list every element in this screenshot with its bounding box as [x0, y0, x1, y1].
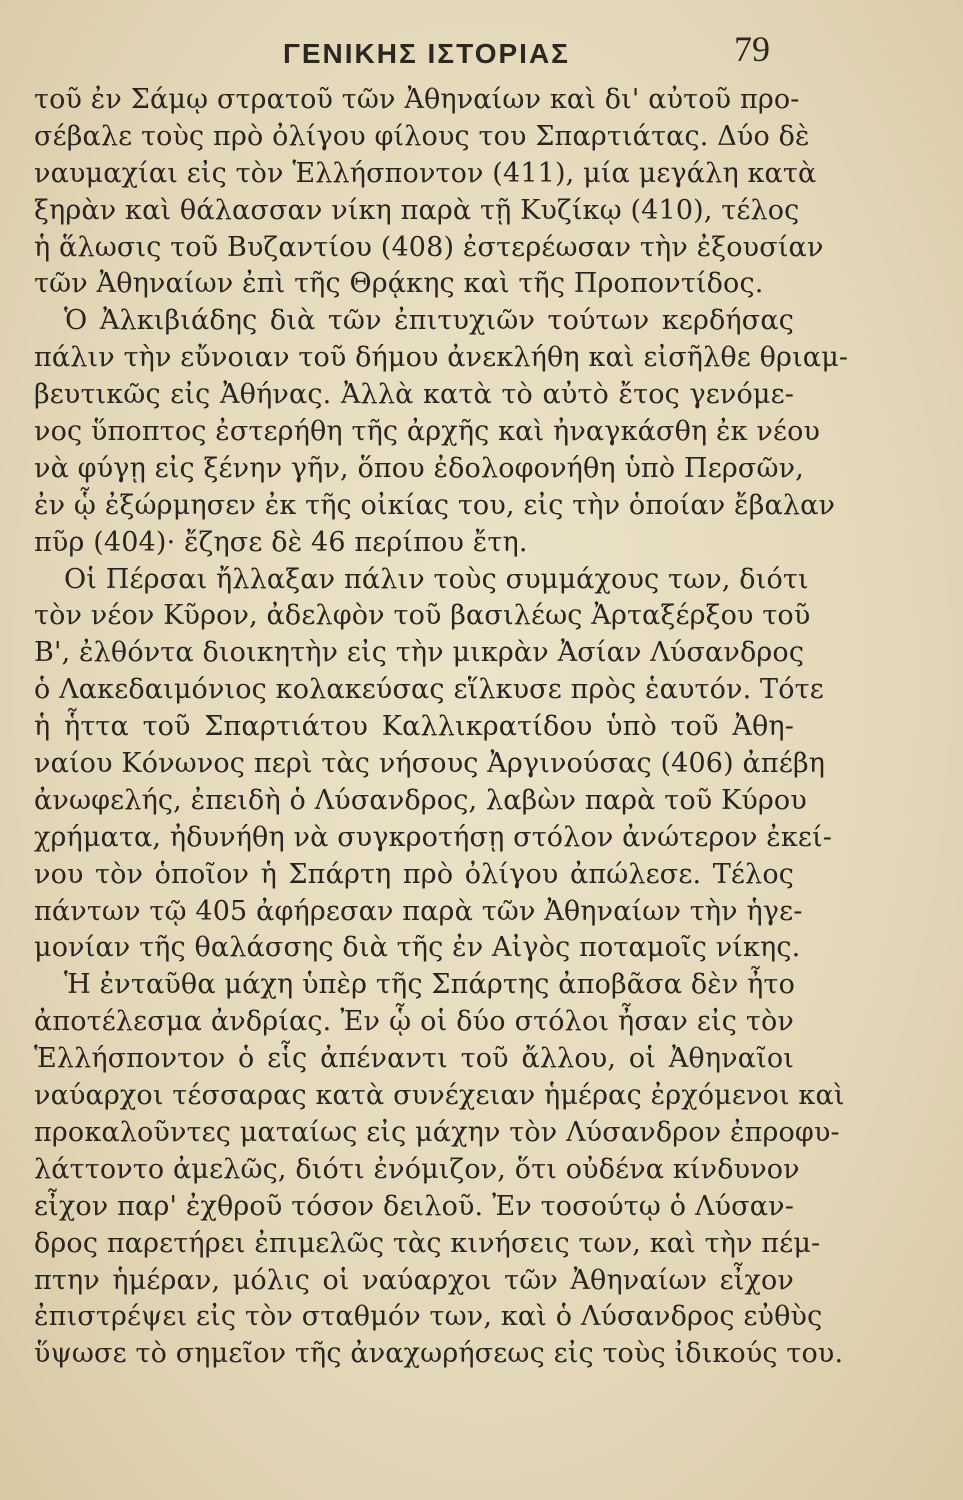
text-line: χρήματα, ἠδυνήθη νὰ συγκροτήσῃ στόλον ἀνώτερον ἐκεί- [34, 821, 833, 853]
text-line: ναυμαχίαι εἰς τὸν Ἑλλήσποντον (411), μία μεγάλη κατὰ [34, 157, 817, 189]
text-line: ἐν ᾧ ἐξώρμησεν ἐκ τῆς οἰκίας του, εἰς τὴν ὁποίαν ἔβαλαν [34, 489, 836, 521]
text-line: Ὁ Ἀλκιβιάδης διὰ τῶν ἐπιτυχιῶν τούτων κερδήσας [64, 305, 794, 337]
text-line: ὁ Λακεδαιμόνιος κολακεύσας εἵλκυσε πρὸς ἑαυτόν. Τότε [34, 674, 824, 706]
text-line: ἀνωφελής, ἐπειδὴ ὁ Λύσανδρος, λαβὼν παρὰ τοῦ Κύρου [34, 784, 807, 816]
text-line: προκαλοῦντες ματαίως εἰς μάχην τὸν Λύσανδρον ἐπροφυ- [34, 1116, 840, 1148]
text-line: ἡ ἧττα τοῦ Σπαρτιάτου Καλλικρατίδου ὑπὸ τοῦ Ἀθη- [34, 711, 794, 743]
text-line: λάττοντο ἀμελῶς, διότι ἐνόμιζον, ὅτι οὐδένα κίνδυνον [34, 1153, 800, 1185]
text-line: μονίαν τῆς θαλάσσης διὰ τῆς ἐν Αἰγὸς ποταμοῖς νίκης. [34, 932, 801, 964]
text-line: ναύαρχοι τέσσαρας κατὰ συνέχειαν ἡμέρας ἐρχόμενοι καὶ [34, 1080, 845, 1112]
text-line: ὕψωσε τὸ σημεῖον τῆς ἀναχωρήσεως εἰς τοὺς ἰδικούς του. [34, 1338, 844, 1370]
text-line: ἀποτέλεσμα ἀνδρίας. Ἐν ᾧ οἱ δύο στόλοι ἦσαν εἰς τὸν [34, 1006, 794, 1038]
text-line: Ἡ ἐνταῦθα μάχη ὑπὲρ τῆς Σπάρτης ἀποβᾶσα δὲν ἦτο [64, 969, 795, 1001]
page-header [0, 26, 963, 76]
text-line: Οἱ Πέρσαι ἤλλαξαν πάλιν τοὺς συμμάχους των, διότι [64, 563, 809, 595]
text-line: τὸν νέον Κῦρον, ἀδελφὸν τοῦ βασιλέως Ἀρταξέρξου τοῦ [34, 600, 811, 632]
text-line: πάντων τῷ 405 ἀφήρεσαν παρὰ τῶν Ἀθηναίων τὴν ἡγε- [34, 895, 803, 927]
text-line: Β', ἐλθόντα διοικητὴν εἰς τὴν μικρὰν Ἀσίαν Λύσανδρος [34, 637, 805, 669]
text-line: πάλιν τὴν εὔνοιαν τοῦ δήμου ἀνεκλήθη καὶ εἰσῆλθε θριαμ- [34, 342, 849, 374]
text-line: βευτικῶς εἰς Ἀθήνας. Ἀλλὰ κατὰ τὸ αὐτὸ ἔτος γενόμε- [34, 379, 794, 411]
text-line: νὰ φύγῃ εἰς ξένην γῆν, ὅπου ἐδολοφονήθη ὑπὸ Περσῶν, [34, 452, 804, 484]
text-line: ἡ ἅλωσις τοῦ Βυζαντίου (408) ἐστερέωσαν τὴν ἐξουσίαν [34, 231, 824, 263]
text-line: εἶχον παρ' ἐχθροῦ τόσον δειλοῦ. Ἐν τοσούτῳ ὁ Λύσαν- [34, 1190, 794, 1222]
text-line: πῦρ (404)· ἔζησε δὲ 46 περίπου ἔτη. [34, 526, 528, 558]
text-line: δρος παρετήρει ἐπιμελῶς τὰς κινήσεις των, καὶ τὴν πέμ- [34, 1227, 821, 1259]
text-line: τοῦ ἐν Σάμῳ στρατοῦ τῶν Ἀθηναίων καὶ δι' αὐτοῦ προ- [34, 84, 800, 115]
text-line: Ἑλλήσποντον ὁ εἷς ἀπέναντι τοῦ ἄλλου, οἱ Ἀθηναῖοι [34, 1043, 794, 1075]
body-text [34, 82, 849, 1373]
text-line: νος ὕποπτος ἐστερήθη τῆς ἀρχῆς καὶ ἠναγκάσθη ἐκ νέου [34, 416, 821, 448]
text-line: σέβαλε τοὺς πρὸ ὀλίγου φίλους του Σπαρτιάτας. Δύο δὲ [34, 120, 810, 152]
text-line: ξηρὰν καὶ θάλασσαν νίκη παρὰ τῇ Κυζίκῳ (410), τέλος [34, 194, 800, 226]
page-number: 79 [734, 29, 770, 69]
text-line: ναίου Κόνωνος περὶ τὰς νήσους Ἀργινούσας (406) ἀπέβη [34, 748, 826, 780]
text-line: πτην ἡμέραν, μόλις οἱ ναύαρχοι τῶν Ἀθηναίων εἶχον [34, 1264, 794, 1296]
text-line: τῶν Ἀθηναίων ἐπὶ τῆς Θρᾴκης καὶ τῆς Προποντίδος. [34, 268, 764, 300]
text-line: ἐπιστρέψει εἰς τὸν σταθμόν των, καὶ ὁ Λύσανδρος εὐθὺς [34, 1301, 823, 1333]
running-title: ΓΕΝΙΚΗΣ ΙΣΤΟΡΙΑΣ [283, 38, 570, 69]
text-line: νου τὸν ὁποῖον ἡ Σπάρτη πρὸ ὀλίγου ἀπώλεσε. Τέλος [34, 858, 794, 890]
